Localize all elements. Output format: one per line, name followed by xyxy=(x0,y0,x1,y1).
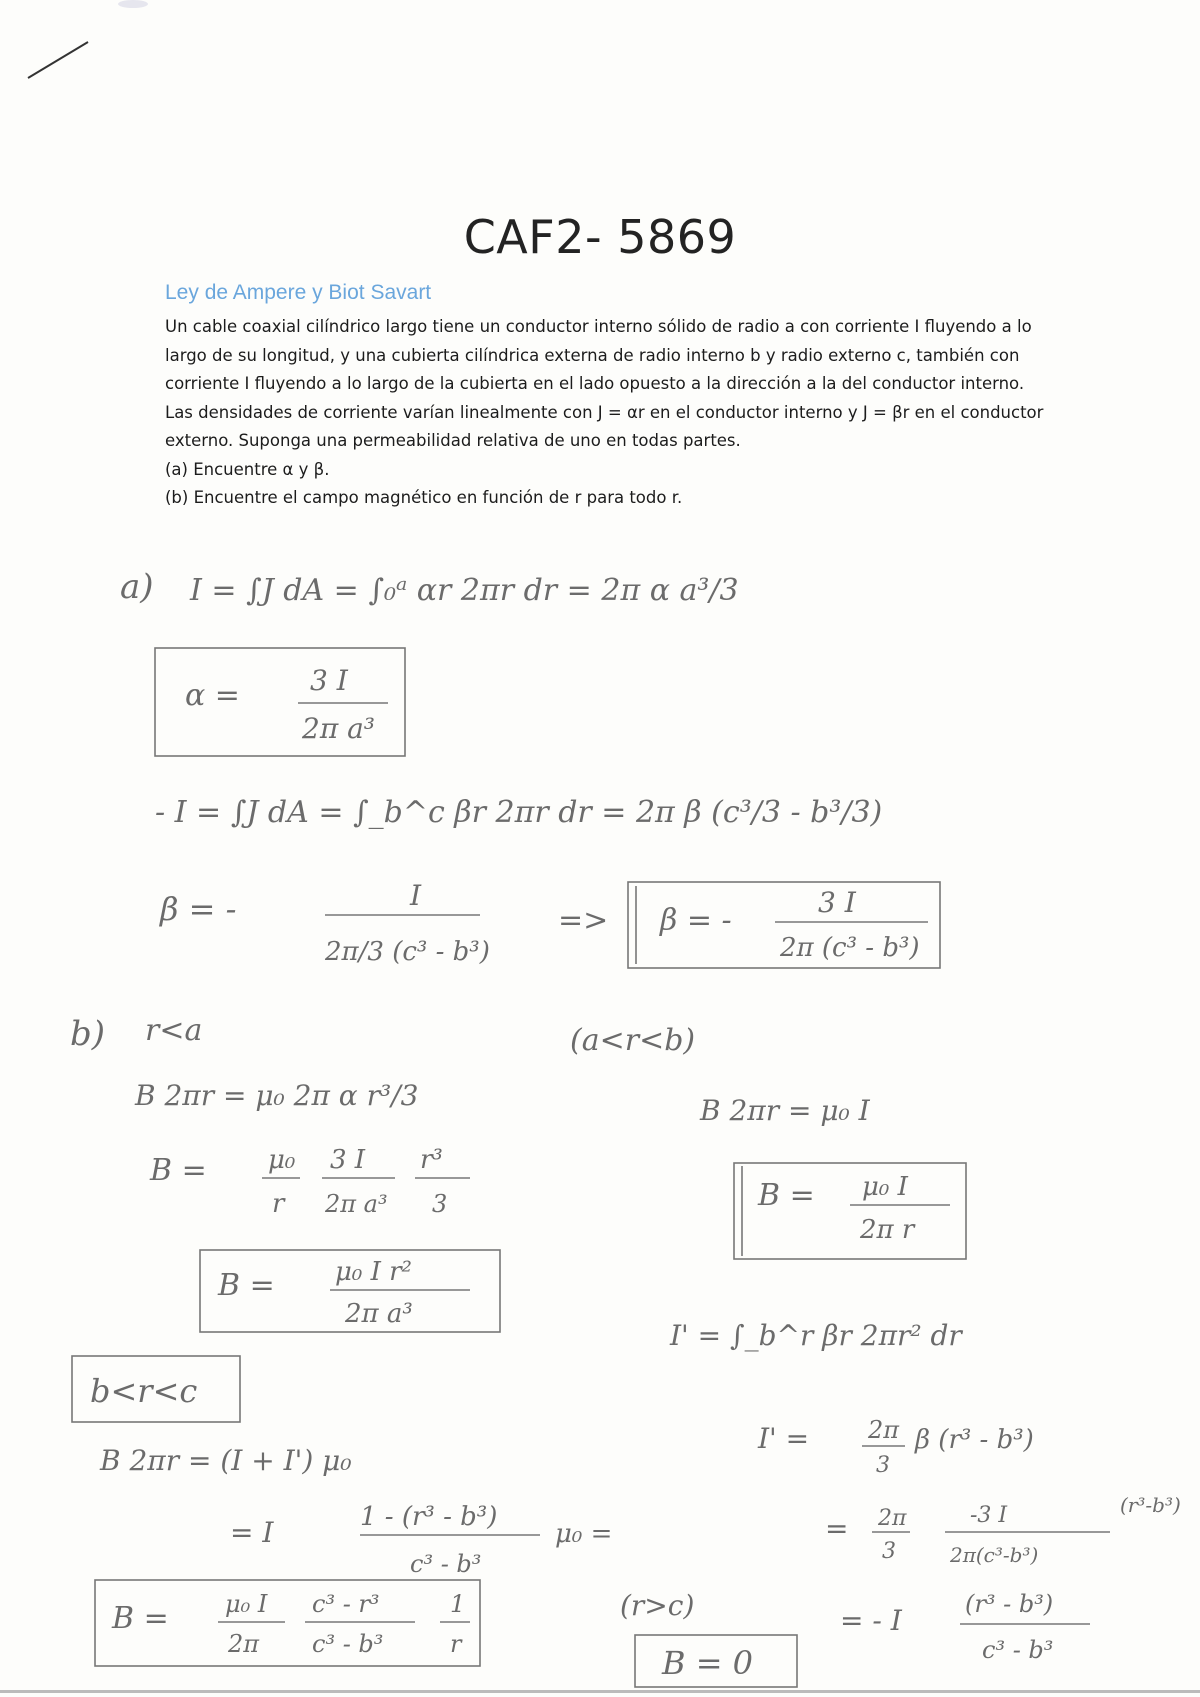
hw-box2-lhs: B = xyxy=(758,1178,815,1213)
hw-box3-mu: μ₀ I xyxy=(225,1590,268,1618)
hw-case-r-greater-c: (r>c) xyxy=(620,1589,695,1622)
page-title: CAF2- 5869 xyxy=(463,210,737,264)
hw-box2-den: 2π r xyxy=(860,1215,915,1245)
hw-b-eq3: B 2πr = μ₀ I xyxy=(700,1094,870,1127)
hw-box3-r: r xyxy=(450,1630,462,1658)
hw-iprime3-eq: = xyxy=(825,1512,849,1545)
hw-b-eq5-den: c³ - b³ xyxy=(410,1550,482,1578)
hw-iprime2-lhs: I' = xyxy=(758,1422,810,1455)
hw-b-eq1: B 2πr = μ₀ 2π α r³/3 xyxy=(135,1079,419,1112)
hw-box1-den: 2π a³ xyxy=(345,1299,413,1329)
hw-b-label: b) xyxy=(70,1014,106,1054)
hw-box3-2pi: 2π xyxy=(228,1630,260,1658)
problem-paragraph: Un cable coaxial cilíndrico largo tiene un conductor interno sólido de radio a con corriente I fluyendo a lo largo de su longitud, y una cubierta cilíndrica externa de radio interno b y radio externo c, también con corriente I fluyendo a lo largo de la cubierta en el lado opuesto a la dirección a la del conductor interno. Las densidades de corriente varían linealmente con J = αr en el conductor interno y J = βr en el conductor externo. Suponga una permeabilidad relativa de uno en todas partes. xyxy=(165,317,1044,450)
hw-b-eq2-den: 2π a³ xyxy=(325,1190,388,1218)
hw-iprime3-den: 2π(c³-b³) xyxy=(950,1543,1039,1567)
hw-iprime3-num: -3 I xyxy=(970,1503,1008,1528)
hw-iprime4-num: (r³ - b³) xyxy=(965,1590,1054,1618)
problem-part-b: (b) Encuentre el campo magnético en función de r para todo r. xyxy=(165,488,683,507)
problem-part-a: (a) Encuentre α y β. xyxy=(165,459,330,479)
hw-b-eq2-mu: μ₀ xyxy=(268,1145,296,1175)
hw-b-eq4: B 2πr = (I + I') μ₀ xyxy=(100,1444,352,1477)
hw-b-eq5-lhs: = I xyxy=(230,1516,274,1549)
section-heading: Ley de Ampere y Biot Savart xyxy=(165,281,432,304)
hw-beta2-lhs: β = - xyxy=(660,903,732,938)
hw-iprime-integral: I' = ∫_b^r βr 2πr² dr xyxy=(670,1319,962,1352)
hw-alpha-den: 2π a³ xyxy=(302,712,376,745)
hw-b-eq5-num: 1 - (r³ - b³) xyxy=(360,1502,498,1532)
hw-implies-arrow: => xyxy=(558,903,609,938)
hw-beta1-den: 2π/3 (c³ - b³) xyxy=(325,937,490,967)
hw-alpha-lhs: α = xyxy=(185,678,240,713)
hw-beta1-num: I xyxy=(410,879,422,912)
hw-box1-num: μ₀ I r² xyxy=(335,1257,412,1287)
hw-iprime3-2pi: 2π xyxy=(878,1506,907,1531)
hw-box3-den: c³ - b³ xyxy=(312,1630,384,1658)
hw-beta2-num: 3 I xyxy=(818,886,856,919)
hw-b-eq2-r3: r³ xyxy=(420,1145,443,1175)
hw-b-eq2-num: 3 I xyxy=(330,1145,366,1175)
hw-a-eq1: I = ∫J dA = ∫₀ᵃ αr 2πr dr = 2π α a³/3 xyxy=(190,573,739,608)
hw-box3-one: 1 xyxy=(450,1590,466,1618)
hw-iprime3-tail: (r³-b³) xyxy=(1120,1493,1181,1517)
hw-box2-num: μ₀ I xyxy=(862,1172,908,1202)
hw-b-eq5-mu: μ₀ = xyxy=(555,1519,613,1549)
scan-bottom-edge xyxy=(0,1690,1200,1693)
hw-iprime3-three: 3 xyxy=(882,1539,896,1564)
hw-iprime2-num: 2π xyxy=(868,1416,900,1444)
hw-box3-num: c³ - r³ xyxy=(312,1590,380,1618)
hw-beta1-lhs: β = - xyxy=(160,890,237,928)
hw-alpha-num: 3 I xyxy=(310,664,348,697)
hw-box1-lhs: B = xyxy=(218,1268,275,1303)
hw-iprime4-lhs: = - I xyxy=(840,1604,902,1637)
hw-iprime4-den: c³ - b³ xyxy=(982,1636,1054,1664)
hw-case-b-r-c: b<r<c xyxy=(90,1372,198,1410)
hw-case-a-r-b: (a<r<b) xyxy=(570,1023,696,1058)
hw-beta2-den: 2π (c³ - b³) xyxy=(780,933,920,963)
hw-a-label: a) xyxy=(120,567,154,607)
hw-b-eq2-lhs: B = xyxy=(150,1153,207,1188)
hw-a-eq2: - I = ∫J dA = ∫_b^c βr 2πr dr = 2π β (c³/3 - b³/3) xyxy=(155,795,883,830)
hw-box3-lhs: B = xyxy=(112,1601,169,1636)
hw-case-r-less-a: r<a xyxy=(145,1013,203,1048)
hw-box4: B = 0 xyxy=(662,1644,754,1682)
hw-b-eq2-three: 3 xyxy=(432,1190,448,1218)
hw-b-eq2-r: r xyxy=(272,1189,285,1219)
hw-iprime2-den: 3 xyxy=(876,1453,890,1478)
hw-iprime2-rest: β (r³ - b³) xyxy=(915,1425,1034,1455)
